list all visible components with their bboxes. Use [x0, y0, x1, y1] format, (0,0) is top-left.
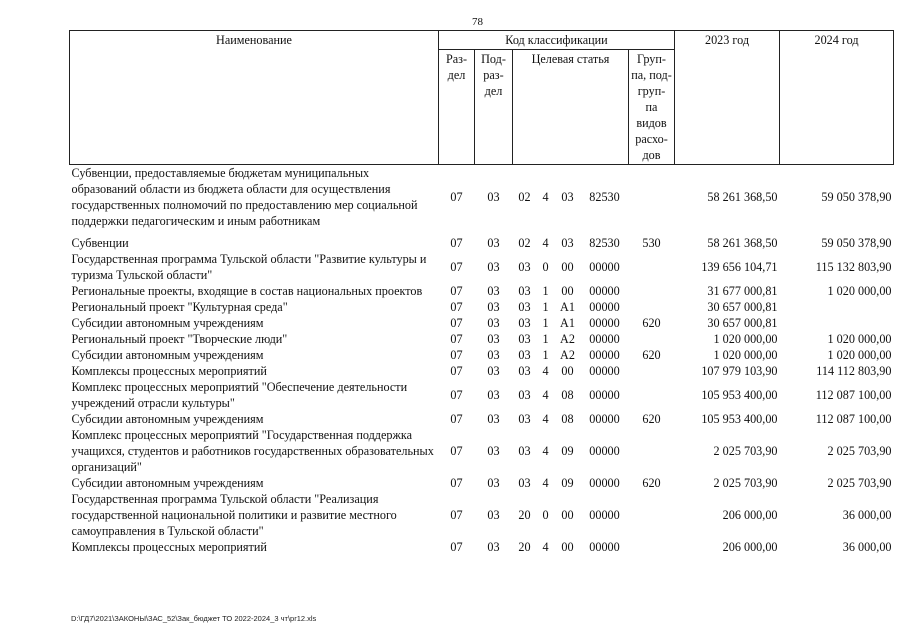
- row-name: Государственная программа Тульской области "Реализация государственной национальной политики и развитие местного самоуправления в Тульской области": [71, 492, 397, 538]
- row-target-subprogram: 1: [542, 284, 549, 298]
- row-razdel: 07: [450, 316, 463, 330]
- row-target-program: 03: [518, 284, 531, 298]
- table-row: [70, 331, 894, 347]
- row-target-subprogram: 4: [542, 190, 549, 204]
- row-razdel: 07: [450, 348, 463, 362]
- row-expense-group: 530: [642, 236, 661, 250]
- row-target-subprogram: 1: [542, 300, 549, 314]
- row-amount-2023: 2 025 703,90: [713, 444, 778, 458]
- row-podrazdel: 03: [487, 332, 500, 346]
- row-amount-2023: 139 656 104,71: [701, 260, 778, 274]
- table-header: [70, 31, 894, 165]
- row-target-direction: 00000: [589, 316, 620, 330]
- row-amount-2023: 206 000,00: [722, 540, 778, 554]
- row-amount-2024: 2 025 703,90: [827, 476, 892, 490]
- row-expense-group: [629, 363, 675, 379]
- row-amount-2024: 36 000,00: [842, 540, 892, 554]
- row-expense-group: [629, 539, 675, 555]
- row-amount-2024: 114 112 803,90: [816, 364, 892, 378]
- row-expense-group: 620: [642, 412, 661, 426]
- row-target-program: 02: [518, 190, 531, 204]
- row-target-event: 00: [561, 364, 574, 378]
- row-target-subprogram: 0: [542, 260, 549, 274]
- row-amount-2023: 206 000,00: [722, 508, 778, 522]
- row-target-subprogram: 4: [542, 476, 549, 490]
- row-amount-2023: 30 657 000,81: [707, 300, 778, 314]
- row-name: Комплексы процессных мероприятий: [71, 364, 267, 378]
- row-name: Комплекс процессных мероприятий "Государственная поддержка учащихся, студентов и работников государственных образовательных организаций": [71, 428, 434, 474]
- row-target-direction: 82530: [589, 190, 620, 204]
- row-amount-2023: 1 020 000,00: [713, 332, 778, 346]
- row-razdel: 07: [450, 284, 463, 298]
- table-row: [70, 165, 894, 230]
- row-razdel: 07: [450, 190, 463, 204]
- row-amount-2024: 112 087 100,00: [815, 388, 892, 402]
- row-target-direction: 00000: [589, 260, 620, 274]
- row-target-subprogram: 1: [542, 348, 549, 362]
- row-podrazdel: 03: [487, 316, 500, 330]
- row-podrazdel: 03: [487, 260, 500, 274]
- budget-table: [69, 30, 894, 555]
- row-podrazdel: 03: [487, 412, 500, 426]
- table-row: [70, 251, 894, 283]
- header-name: Наименование: [70, 31, 439, 165]
- row-target-program: 03: [518, 300, 531, 314]
- header-target-article: Целевая статья: [513, 50, 629, 165]
- row-amount-2024: 36 000,00: [842, 508, 892, 522]
- row-razdel: 07: [450, 236, 463, 250]
- row-target-program: 03: [518, 348, 531, 362]
- row-amount-2024: 59 050 378,90: [821, 236, 892, 250]
- row-expense-group: 620: [642, 348, 661, 362]
- row-amount-2023: 58 261 368,50: [707, 190, 778, 204]
- row-name: Субвенции: [71, 236, 129, 250]
- row-target-direction: 00000: [589, 444, 620, 458]
- row-expense-group: [629, 379, 675, 411]
- row-target-event: 03: [561, 190, 574, 204]
- row-name: Субсидии автономным учреждениям: [71, 476, 264, 490]
- row-razdel: 07: [450, 508, 463, 522]
- row-target-direction: 00000: [589, 540, 620, 554]
- row-amount-2023: 58 261 368,50: [707, 236, 778, 250]
- row-target-event: 00: [561, 284, 574, 298]
- row-name: Субсидии автономным учреждениям: [71, 316, 264, 330]
- row-target-program: 03: [518, 332, 531, 346]
- row-name: Региональный проект "Творческие люди": [71, 332, 288, 346]
- row-expense-group: [629, 251, 675, 283]
- row-target-program: 20: [518, 540, 531, 554]
- row-amount-2024: 59 050 378,90: [821, 190, 892, 204]
- row-target-event: 08: [561, 388, 574, 402]
- row-target-event: 08: [561, 412, 574, 426]
- row-target-event: 00: [561, 508, 574, 522]
- row-target-subprogram: 4: [542, 236, 549, 250]
- row-target-event: A2: [560, 332, 575, 346]
- row-target-subprogram: 4: [542, 364, 549, 378]
- row-razdel: 07: [450, 540, 463, 554]
- row-expense-group: [629, 299, 675, 315]
- row-target-subprogram: 4: [542, 444, 549, 458]
- row-target-direction: 00000: [589, 364, 620, 378]
- row-target-program: 02: [518, 236, 531, 250]
- row-expense-group: [629, 283, 675, 299]
- row-razdel: 07: [450, 388, 463, 402]
- row-amount-2023: 1 020 000,00: [713, 348, 778, 362]
- row-expense-group: 620: [642, 476, 661, 490]
- table-row: [70, 379, 894, 411]
- table-row: [70, 475, 894, 491]
- row-podrazdel: 03: [487, 540, 500, 554]
- row-expense-group: [629, 331, 675, 347]
- row-target-direction: 00000: [589, 300, 620, 314]
- row-target-direction: 00000: [589, 284, 620, 298]
- row-target-direction: 00000: [589, 476, 620, 490]
- row-target-program: 20: [518, 508, 531, 522]
- row-amount-2023: 105 953 400,00: [701, 412, 778, 426]
- row-amount-2024: [780, 299, 894, 315]
- row-podrazdel: 03: [487, 348, 500, 362]
- header-year-2023: 2023 год: [675, 31, 780, 165]
- row-target-program: 03: [518, 316, 531, 330]
- row-target-program: 03: [518, 476, 531, 490]
- row-name: Комплекс процессных мероприятий "Обеспечение деятельности учреждений отрасли культуры": [71, 380, 408, 410]
- row-razdel: 07: [450, 332, 463, 346]
- row-target-event: 09: [561, 444, 574, 458]
- row-target-subprogram: 1: [542, 316, 549, 330]
- row-razdel: 07: [450, 300, 463, 314]
- row-target-event: 00: [561, 540, 574, 554]
- row-name: Комплексы процессных мероприятий: [71, 540, 267, 554]
- row-target-event: 09: [561, 476, 574, 490]
- row-name: Государственная программа Тульской области "Развитие культуры и туризма Тульской области": [71, 252, 427, 282]
- row-target-direction: 00000: [589, 348, 620, 362]
- row-target-direction: 00000: [589, 508, 620, 522]
- row-target-subprogram: 1: [542, 332, 549, 346]
- table-row: [70, 347, 894, 363]
- table-row: [70, 539, 894, 555]
- row-podrazdel: 03: [487, 300, 500, 314]
- row-amount-2023: 107 979 103,90: [701, 364, 778, 378]
- row-expense-group: [629, 491, 675, 539]
- row-target-event: 00: [561, 260, 574, 274]
- row-amount-2024: 1 020 000,00: [827, 332, 892, 346]
- row-target-subprogram: 4: [542, 388, 549, 402]
- row-razdel: 07: [450, 444, 463, 458]
- row-name: Региональный проект "Культурная среда": [71, 300, 288, 314]
- row-target-subprogram: 4: [542, 412, 549, 426]
- row-expense-group: [629, 165, 675, 230]
- row-target-program: 03: [518, 388, 531, 402]
- header-classification: Код классификации: [439, 31, 675, 50]
- header-razdel: Раз- дел: [439, 50, 475, 165]
- row-podrazdel: 03: [487, 190, 500, 204]
- row-target-subprogram: 0: [542, 508, 549, 522]
- table-row: [70, 235, 894, 251]
- row-target-event: A1: [560, 316, 575, 330]
- row-amount-2024: 112 087 100,00: [815, 412, 892, 426]
- row-name: Субвенции, предоставляемые бюджетам муниципальных образований области из бюджета области для осуществления государственных полномочий по предоставлению мер социальной поддержки педагогическим и иным работникам: [71, 166, 418, 228]
- row-target-program: 03: [518, 444, 531, 458]
- table-row: [70, 299, 894, 315]
- row-amount-2024: 115 132 803,90: [815, 260, 892, 274]
- row-razdel: 07: [450, 412, 463, 426]
- table-row: [70, 283, 894, 299]
- row-razdel: 07: [450, 476, 463, 490]
- row-target-event: A2: [560, 348, 575, 362]
- header-expense-group: Груп- па, под- груп- па видов расхо- дов: [629, 50, 675, 165]
- row-target-direction: 00000: [589, 332, 620, 346]
- header-year-2024: 2024 год: [780, 31, 894, 165]
- row-amount-2023: 105 953 400,00: [701, 388, 778, 402]
- row-podrazdel: 03: [487, 364, 500, 378]
- row-razdel: 07: [450, 260, 463, 274]
- row-target-event: 03: [561, 236, 574, 250]
- row-amount-2023: 30 657 000,81: [707, 316, 778, 330]
- row-name: Субсидии автономным учреждениям: [71, 348, 264, 362]
- table-row: [70, 491, 894, 539]
- row-target-direction: 82530: [589, 236, 620, 250]
- table-row: [70, 363, 894, 379]
- row-target-direction: 00000: [589, 388, 620, 402]
- row-target-program: 03: [518, 364, 531, 378]
- row-amount-2023: 31 677 000,81: [707, 284, 778, 298]
- row-amount-2024: 2 025 703,90: [827, 444, 892, 458]
- row-target-program: 03: [518, 412, 531, 426]
- row-amount-2023: 2 025 703,90: [713, 476, 778, 490]
- row-amount-2024: [780, 315, 894, 331]
- row-amount-2024: 1 020 000,00: [827, 348, 892, 362]
- row-podrazdel: 03: [487, 284, 500, 298]
- row-expense-group: [629, 427, 675, 475]
- table-row: [70, 427, 894, 475]
- row-podrazdel: 03: [487, 444, 500, 458]
- table-row: [70, 411, 894, 427]
- row-name: Региональные проекты, входящие в состав национальных проектов: [71, 284, 423, 298]
- row-podrazdel: 03: [487, 236, 500, 250]
- row-name: Субсидии автономным учреждениям: [71, 412, 264, 426]
- header-podrazdel: Под- раз- дел: [475, 50, 513, 165]
- row-razdel: 07: [450, 364, 463, 378]
- row-podrazdel: 03: [487, 508, 500, 522]
- table-body: [70, 165, 894, 556]
- row-target-direction: 00000: [589, 412, 620, 426]
- page-number: 78: [472, 16, 483, 28]
- row-amount-2024: 1 020 000,00: [827, 284, 892, 298]
- row-expense-group: 620: [642, 316, 661, 330]
- row-target-program: 03: [518, 260, 531, 274]
- footer-file-path: D:\ГД7\2021\ЗАКОНЫ\ЗАС_52\Зак_бюджет ТО 2022-2024_3 чт\pr12.xls: [71, 614, 317, 623]
- row-target-subprogram: 4: [542, 540, 549, 554]
- row-podrazdel: 03: [487, 476, 500, 490]
- row-podrazdel: 03: [487, 388, 500, 402]
- row-target-event: A1: [560, 300, 575, 314]
- table-row: [70, 315, 894, 331]
